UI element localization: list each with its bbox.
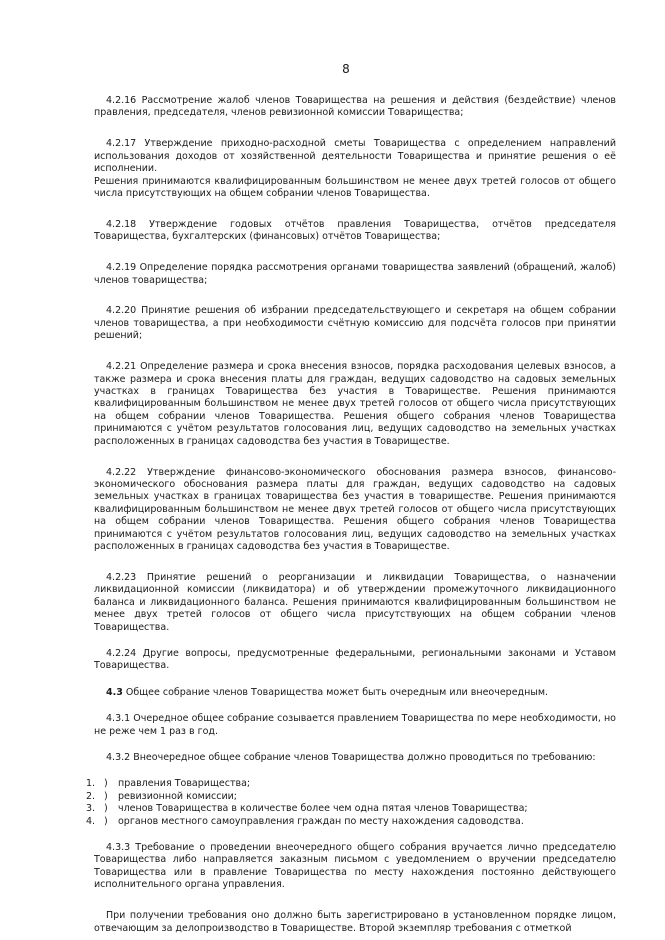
paragraph-4-2-23: 4.2.23 Принятие решений о реорганизации и ликвидации Товарищества, о назначении ликвидационной комиссии (ликвидатора) и об утверждении промежуточного ликвидационного баланса и ликвидационного баланса. Решения принимаются квалифицированным большинством не менее двух третей голосов от общего числа присутствующих на общем собрании членов Товарищества. [94, 571, 616, 633]
paragraph-4-2-17-decision: Решения принимаются квалифицированным большинством не менее двух третей голосов от общего числа присутствующих на общем собрании членов Товарищества. [94, 175, 616, 199]
paragraph-registration: При получении требования оно должно быть зарегистрировано в установленном порядке лицом, отвечающим за делопроизводство в Товариществе. Второй экземпляр требования с отметкой [94, 910, 616, 934]
paragraph-4-2-21: 4.2.21 Определение размера и срока внесения взносов, порядка расходования целевых взносов, а также размера и срока внесения платы для граждан, ведущих садоводство на садовых земельных участках в границах Товарищества без участия в Товариществе. Решения принимаются квалифицированным большинством не менее двух третей голосов от общего числа присутствующих на общем собрании членов Товарищества. Решения общего собрания членов Товарищества принимаются с учётом результатов голосования лиц, ведущих садоводство на земельных участках расположенных в границах садоводства без участия в Товариществе. [94, 361, 616, 447]
page-number: 8 [342, 62, 350, 76]
paragraph-4-2-18: 4.2.18 Утверждение годовых отчётов правления Товарищества, отчётов председателя Товарищества, бухгалтерских (финансовых) отчётов Товарищества; [94, 218, 616, 243]
list-item: 2. ) ревизионной комиссии; [86, 790, 238, 802]
list-item: 4. ) органов местного самоуправления граждан по месту нахождения садоводства. [86, 815, 524, 827]
paragraph-4-2-17: 4.2.17 Утверждение приходно-расходной сметы Товарищества с определением направлений использования доходов от хозяйственной деятельности Товарищества и принятие решения о её исполнении. Решения принимаются квалифицированным большинством не менее двух третей голосов от общего числа присутствующих на общем собрании членов Товарищества. [94, 138, 616, 199]
paragraph-4-2-20: 4.2.20 Принятие решения об избрании председательствующего и секретаря на общем собрании членов товарищества, а при необходимости счётную комиссию для подсчёта голосов при принятии решений; [94, 305, 616, 342]
section-text-4-3: Общее собрание членов Товарищества может быть очередным или внеочередным. [122, 686, 549, 698]
list-item: 3. ) членов Товарищества в количестве более чем одна пятая членов Товарищества; [86, 803, 528, 815]
section-number-4-3: 4.3 [106, 686, 123, 698]
paragraph-4-3 [94, 687, 616, 699]
paragraph-4-3-2: 4.3.2 Внеочередное общее собрание членов Товарищества должно проводиться по требованию: [106, 751, 596, 763]
paragraph-4-3-1: 4.3.1 Очередное общее собрание созывается правлением Товарищества по мере необходимости, но не реже чем 1 раз в год. [94, 713, 616, 737]
paragraph-4-3-3: 4.3.3 Требование о проведении внеочередного общего собрания вручается лично председателю Товарищества либо направляется заказным письмом с уведомлением о вручении председателю Товарищества или в правление Товарищества по месту нахождения постоянно действующего исполнительного органа управления. [94, 841, 616, 891]
paragraph-4-2-24: 4.2.24 Другие вопросы, предусмотренные федеральными, региональными законами и Уставом Товарищества. [94, 647, 616, 672]
paragraph-4-2-22: 4.2.22 Утверждение финансово-экономического обоснования размера взносов, финансово-экономического обоснования размера платы для граждан, ведущих садоводство на садовых земельных участках в границах товарищества без участия в товариществе. Решения принимаются квалифицированным большинством не менее двух третей голосов от общего числа присутствующих на общем собрании членов Товарищества. Решения общего собрания членов Товарищества принимаются с учётом результатов голосования лиц, ведущих садоводство на земельных участках расположенных в границах садоводства без участия в Товариществе. [94, 466, 616, 552]
list-item: 1. ) правления Товарищества; [86, 778, 251, 790]
requirement-list [86, 778, 616, 828]
paragraph-4-2-19: 4.2.19 Определение порядка рассмотрения органами товарищества заявлений (обращений, жалоб) членов товарищества; [94, 262, 616, 286]
paragraph-4-2-16: 4.2.16 Рассмотрение жалоб членов Товарищества на решения и действия (бездействие) членов правления, председателя, членов ревизионной комиссии Товарищества; [94, 95, 616, 119]
